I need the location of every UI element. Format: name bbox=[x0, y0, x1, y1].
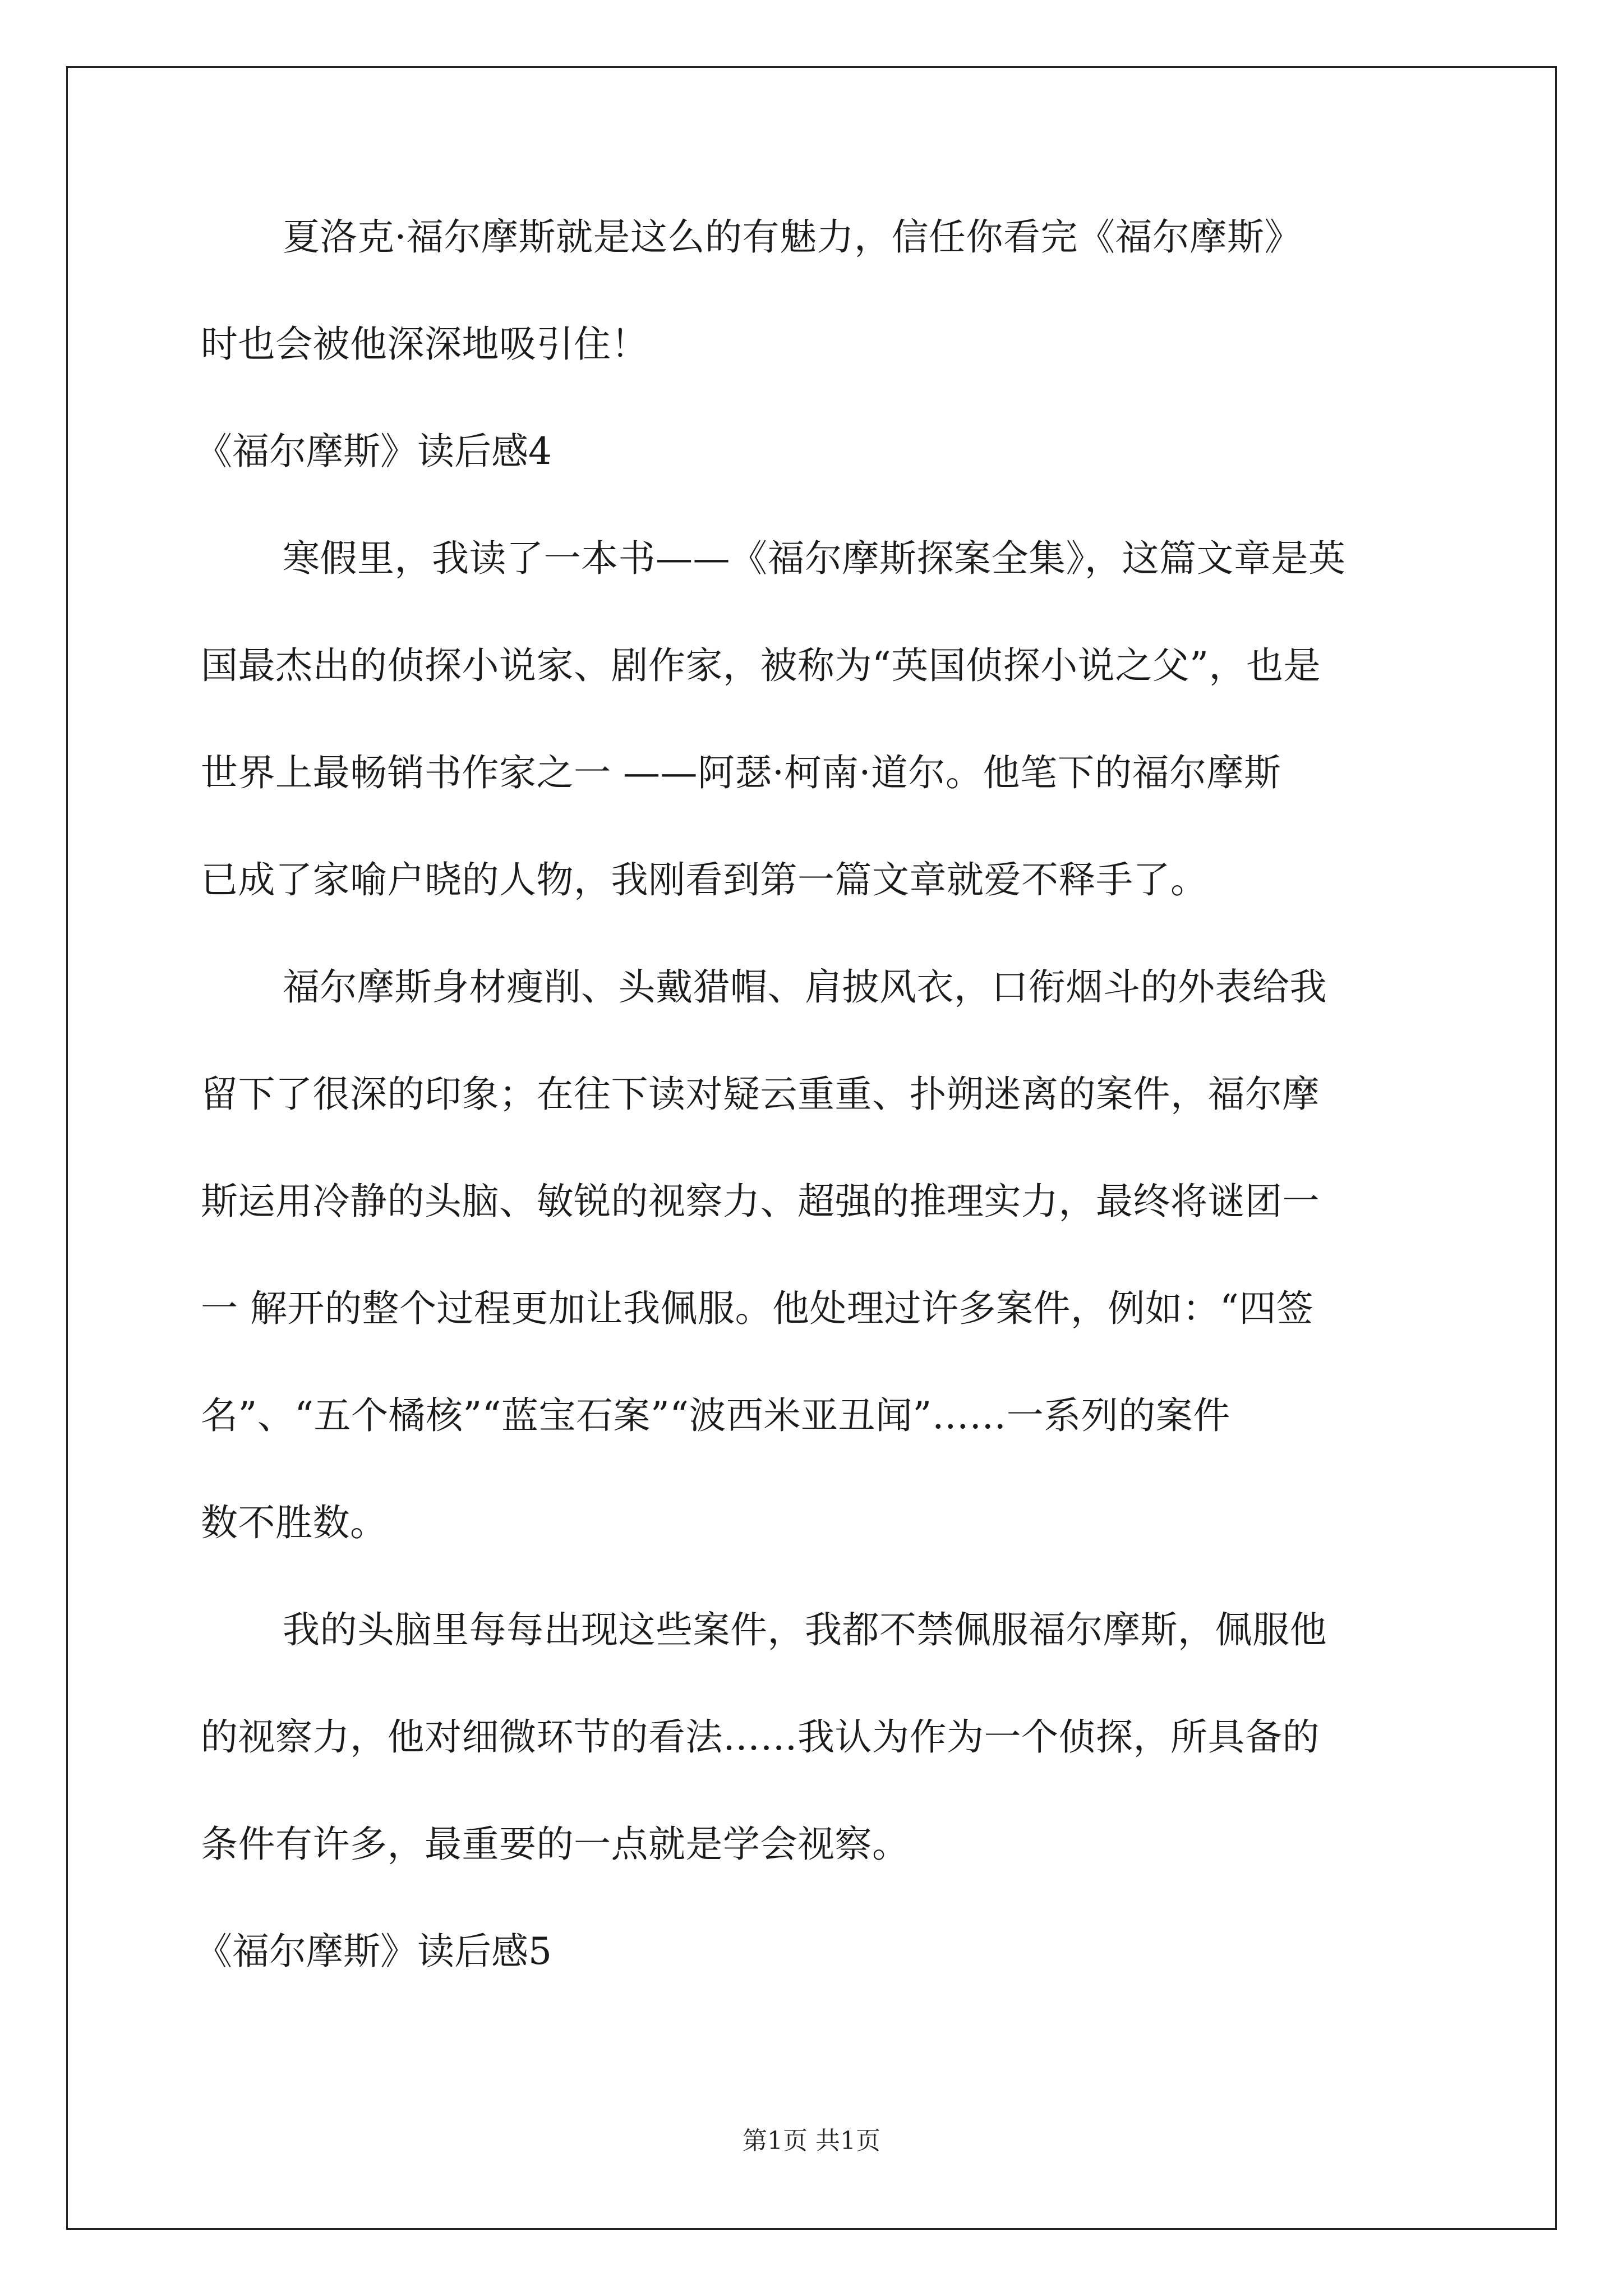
paragraph-line: 我的头脑里每每出现这些案件，我都不禁佩服福尔摩斯，佩服他 bbox=[283, 1608, 1327, 1651]
paragraph-line: 福尔摩斯身材瘦削、头戴猎帽、肩披风衣，口衔烟斗的外表给我 bbox=[283, 965, 1327, 1009]
section-heading: 《福尔摩斯》读后感5 bbox=[195, 1930, 552, 1973]
paragraph-line: 名”、“五个橘核”“蓝宝石案”“波西米亚丑闻”……一系列的案件 bbox=[201, 1394, 1230, 1437]
paragraph-line: 的视察力，他对细微环节的看法……我认为作为一个侦探，所具备的 bbox=[201, 1715, 1320, 1759]
paragraph-line: 时也会被他深深地吸引住！ bbox=[201, 323, 648, 366]
paragraph-line: 夏洛克·福尔摩斯就是这么的有魅力，信任你看完《福尔摩斯》 bbox=[283, 215, 1302, 259]
paragraph-line: 国最杰出的侦探小说家、剧作家，被称为“英国侦探小说之父”，也是 bbox=[201, 644, 1321, 687]
paragraph-line: 寒假里，我读了一本书——《福尔摩斯探案全集》，这篇文章是英 bbox=[283, 537, 1346, 580]
paragraph-line: 斯运用冷静的头脑、敏锐的视察力、超强的推理实力，最终将谜团一 bbox=[201, 1180, 1320, 1223]
paragraph-line: 数不胜数。 bbox=[201, 1501, 388, 1544]
paragraph-line: 世界上最畅销书作家之一 ——阿瑟·柯南·道尔。他笔下的福尔摩斯 bbox=[201, 751, 1281, 794]
paragraph-line: 已成了家喻户晓的人物，我刚看到第一篇文章就爱不释手了。 bbox=[201, 858, 1208, 901]
paragraph-line: 留下了很深的印象；在往下读对疑云重重、扑朔迷离的案件，福尔摩 bbox=[201, 1073, 1320, 1116]
paragraph-line: 一 解开的整个过程更加让我佩服。他处理过许多案件，例如：“四签 bbox=[201, 1287, 1314, 1330]
document-body bbox=[195, 215, 1435, 2040]
paragraph-line: 条件有许多，最重要的一点就是学会视察。 bbox=[201, 1823, 910, 1866]
page-number-footer: 第1页 共1页 bbox=[743, 2127, 880, 2155]
section-heading: 《福尔摩斯》读后感4 bbox=[195, 430, 552, 473]
